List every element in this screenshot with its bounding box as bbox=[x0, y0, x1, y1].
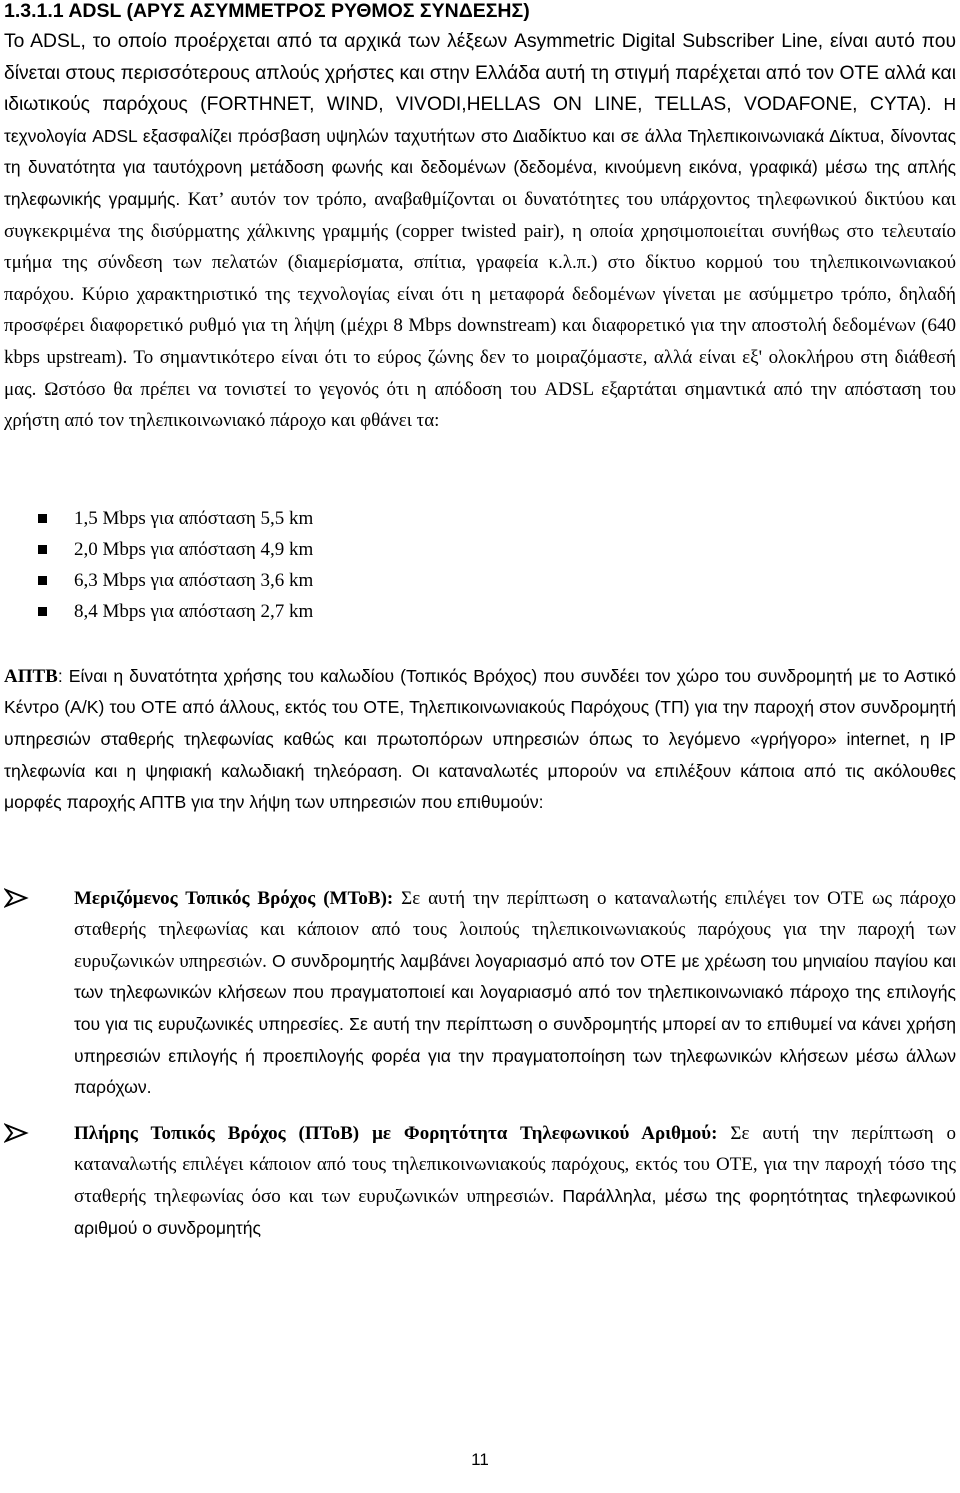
option-text: Σε αυτή την περίπτωση ο καταναλωτής επιλέγει κάποιον από τους τηλεπικοινωνιακούς παρόχους, εκτός του ΟΤΕ, για την παροχή τόσο της σταθερής τηλεφωνίας όσο και των ευρυζωνικών υπηρεσιών. bbox=[74, 1122, 956, 1208]
option-text: Σε αυτή την περίπτωση ο καταναλωτής επιλέγει τον ΟΤΕ ως πάροχο σταθερής τηλεφωνίας και κάποιον από τους λοιπούς τηλεπικοινωνιακούς παρόχους για την παροχή των ευρυζωνικών υπηρεσιών. bbox=[74, 887, 956, 972]
list-item: 2,0 Mbps για απόσταση 4,9 km bbox=[4, 534, 956, 565]
list-item: 8,4 Mbps για απόσταση 2,7 km bbox=[4, 596, 956, 627]
adsl-upgrade-text: Κατ’ αυτόν τον τρόπο, αναβαθμίζονται οι δυνατότητες του υπάρχοντος τηλεφωνικού δικτύου και συγκεκριμένα της δισύρματης χάλκινης γραμμής (copper twisted pair), η οποία χρησιμοποιείται συνήθως στο τελευταίο τμήμα της σύνδεση των πελατών (διαμερίσματα, σπίτια, γραφεία κ.λ.π.) στο δίκτυο κορμού του τηλεπικοινωνιακού παρόχου. bbox=[4, 188, 956, 305]
square-bullet-icon bbox=[38, 607, 47, 616]
page-number: 11 bbox=[471, 1450, 489, 1469]
option-text-extra: Ο συνδρομητής λαμβάνει λογαριασμό από τον ΟΤΕ με χρέωση του μηνιαίου παγίου και των τηλεφωνικών κλήσεων που πραγματοποιεί και λογαριασμό από τον τηλεπικοινωνιακό πάροχο της επιλογής του για τις ευρυζωνικές υπηρεσίες. Σε αυτή την περίπτωση ο συνδρομητής μπορεί αν το επιθυμεί να κάνει χρήση υπηρεσιών επιλογής ή προεπιλογής φορέα για την πραγματοποίηση των τηλεφωνικών κλήσεων μέσω άλλων παρόχων. bbox=[74, 950, 956, 1098]
option-text-extra: Παράλληλα, μέσω της φορητότητας τηλεφωνικού αριθμού ο συνδρομητής bbox=[74, 1186, 956, 1238]
square-bullet-icon bbox=[38, 576, 47, 585]
option-item-mtob bbox=[4, 883, 956, 1104]
option-paragraph bbox=[74, 1118, 956, 1244]
arrow-bullet-icon bbox=[4, 1122, 30, 1144]
arrow-bullet-icon bbox=[4, 887, 30, 909]
square-bullet-icon bbox=[38, 545, 47, 554]
aptv-paragraph bbox=[4, 661, 956, 819]
adsl-intro-text: To ADSL, το οποίο προέρχεται από τα αρχικά των λέξεων Asymmetric Digital Subscriber Line, είναι αυτό που δίνεται στους περισσότερους απλούς χρήστες και στην Ελλάδα αυτή τη στιγμή παρέχεται από τον ΟΤΕ αλλά και ιδιωτικούς παρόχους (FORTHNET, WIND, VIVODI,HELLAS ON LINE, TELLAS, VODAFONE, CYTA). bbox=[4, 31, 956, 116]
option-item-ptob bbox=[4, 1118, 956, 1244]
section-heading: 1.3.1.1 ADSL (ΑΡΥΣ ΑΣΥΜΜΕΤΡΟΣ ΡΥΘΜΟΣ ΣΥΝΔΕΣΗΣ) bbox=[4, 0, 530, 22]
option-title: Πλήρης Τοπικός Βρόχος (ΠΤοΒ) με Φορητότητα Τηλεφωνικού Αριθμού: bbox=[74, 1122, 718, 1144]
aptv-definition: : Είναι η δυνατότητα χρήσης του καλωδίου (Τοπικός Βρόχος) που συνδέει τον χώρο του συνδρομητή με το Αστικό Κέντρο (Α/Κ) του ΟΤΕ από άλλους, εκτός του ΟΤΕ, Τηλεπικοινωνιακούς Παρόχους (ΤΠ) για την παροχή στον συνδρομητή υπηρεσιών σταθερής τηλεφωνίας καθώς και πρωτοπόρων υπηρεσιών όπως το λεγόμενο «γρήγορο» internet, η IP τηλεφωνία και η ψηφιακή καλωδιακή τηλεόραση. Οι καταναλωτές μπορούν να επιλέξουν κάποια από τις ακόλουθες μορφές παροχής ΑΠΤΒ για την λήψη των υπηρεσιών που επιθυμούν: bbox=[4, 665, 956, 813]
aptv-term: ΑΠΤΒ bbox=[4, 665, 58, 687]
option-title: Μεριζόμενος Τοπικός Βρόχος (ΜΤοΒ): bbox=[74, 887, 394, 909]
option-paragraph bbox=[74, 883, 956, 1104]
square-bullet-icon bbox=[38, 514, 47, 523]
adsl-paragraph bbox=[4, 26, 956, 437]
adsl-characteristics-text: Κύριο χαρακτηριστικό της τεχνολογίας είναι ότι η μεταφορά δεδομένων γίνεται με ασύμμετρο τρόπο, δηλαδή προσφέρει διαφορετικό ρυθμό για τη λήψη (μέχρι 8 Mbps downstream) και διαφορετικό για την αποστολή δεδομένων (640 kbps upstream). Το σημαντικότερο είναι ότι το εύρος ζώνης δεν το μοιραζόμαστε, αλλά είναι εξ' ολοκλήρου στη διάθεσή μας. Ωστόσο θα πρέπει να τονιστεί το γεγονός ότι η απόδοση του ADSL εξαρτάται σημαντικά από την απόσταση του χρήστη από τον τηλεπικοινωνιακό πάροχο και φθάνει τα: bbox=[4, 283, 956, 432]
list-item: 6,3 Mbps για απόσταση 3,6 km bbox=[4, 565, 956, 596]
adsl-technology-text: Η τεχνολογία ADSL εξασφαλίζει πρόσβαση υψηλών ταχυτήτων στο Διαδίκτυο και σε άλλα Τηλεπικοινωνιακά Δίκτυα, δίνοντας τη δυνατότητα για ταυτόχρονη μετάδοση φωνής και δεδομένων (δεδομένα, κινούμενη εικόνα, γραφικά) μέσω της απλής τηλεφωνικής γραμμής. bbox=[4, 94, 956, 209]
speed-list bbox=[4, 503, 956, 627]
list-item: 1,5 Mbps για απόσταση 5,5 km bbox=[4, 503, 956, 534]
